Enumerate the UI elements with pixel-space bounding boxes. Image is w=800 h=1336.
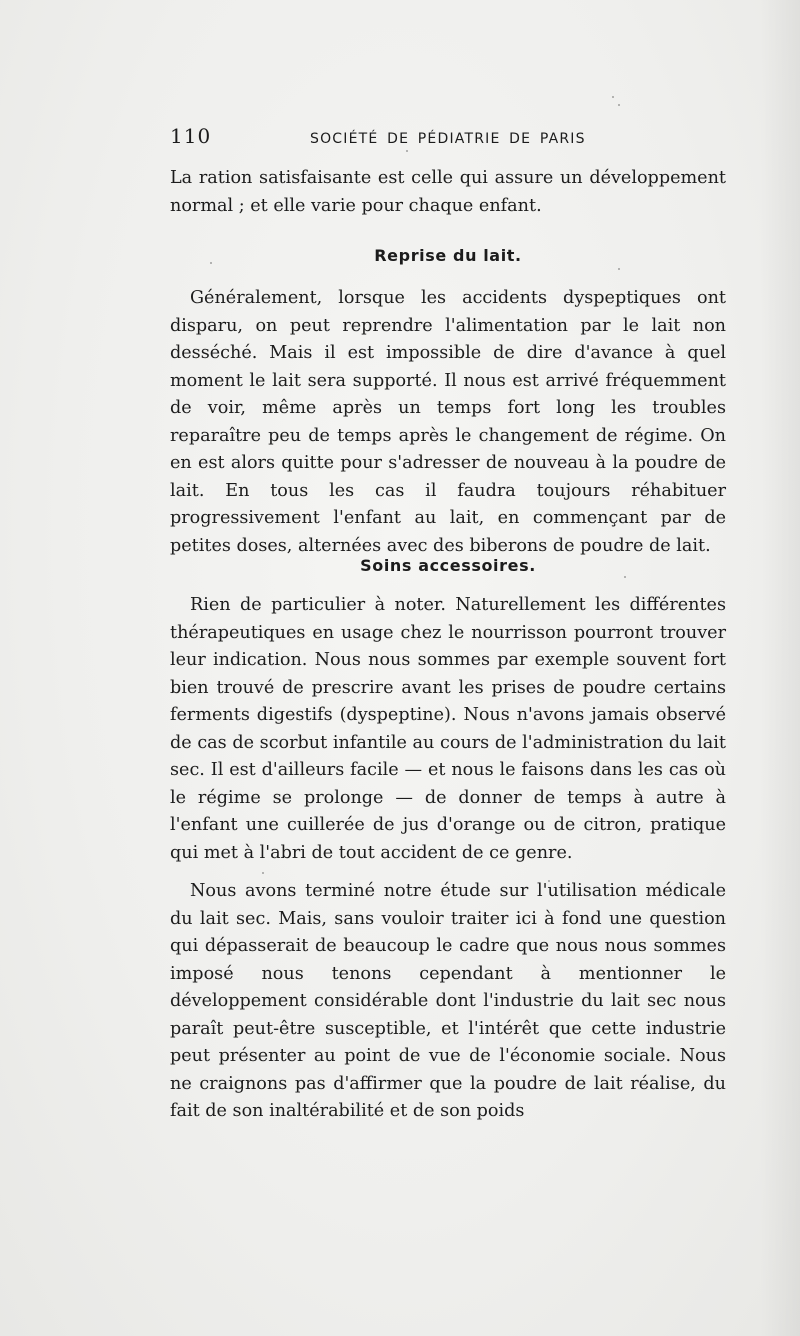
- closing-paragraph: Nous avons terminé notre étude sur l'utilisation médicale du lait sec. Mais, sans vouloir traiter ici à fond une question qui dépasserait de beaucoup le cadre que nous nous sommes imposé nous tenons cependant à mentionner le développement considérable dont l'industrie du lait sec nous paraît peut-être susceptible, et l'intérêt que cette industrie peut présenter au point de vue de l'économie sociale. Nous ne craignons pas d'affirmer que la poudre de lait réalise, du fait de son inaltérabilité et de son poids: [170, 881, 726, 1121]
- page-edge-shadow: [760, 0, 800, 1336]
- scan-speck: [618, 268, 620, 270]
- paragraph-soins-accessoires: Rien de particulier à noter. Naturellement les différentes thérapeutiques en usage chez le nourrisson pourront trouver leur indication. Nous nous sommes par exemple souvent fort bien trouvé de prescrire avant les prises de poudre certains ferments digestifs (dyspeptine). Nous n'avons jamais observé de cas de scorbut infantile au cours de l'administration du lait sec. Il est d'ailleurs facile — et nous le faisons dans les cas où le régime se prolonge — de donner de temps à autre à l'enfant une cuillerée de jus d'orange ou de citron, pratique qui met à l'abri de tout accident de ce genre.: [170, 595, 726, 863]
- scan-speck: [262, 872, 264, 874]
- page-header: [170, 124, 730, 154]
- running-title: SOCIÉTÉ DE PÉDIATRIE DE PARIS: [310, 131, 586, 147]
- intro-paragraph: La ration satisfaisante est celle qui assure un développement normal ; et elle varie pour chaque enfant.: [170, 168, 726, 216]
- section-heading-soins-accessoires: Soins accessoires.: [360, 556, 536, 575]
- paragraph-reprise-du-lait: Généralement, lorsque les accidents dyspeptiques ont disparu, on peut reprendre l'alimentation par le lait non desséché. Mais il est impossible de dire d'avance à quel moment le lait sera supporté. Il nous est arrivé fréquemment de voir, même après un temps fort long les troubles reparaître peu de temps après le changement de régime. On en est alors quitte pour s'adresser de nouveau à la poudre de lait. En tous les cas il faudra toujours réhabituer progressivement l'enfant au lait, en commençant par de petites doses, alternées avec des biberons de poudre de lait.: [170, 288, 726, 556]
- page-number: 110: [170, 124, 212, 148]
- scan-speck: [612, 96, 614, 98]
- scan-speck: [618, 104, 620, 106]
- scan-speck: [624, 576, 626, 578]
- section-heading-reprise-du-lait: Reprise du lait.: [374, 246, 522, 265]
